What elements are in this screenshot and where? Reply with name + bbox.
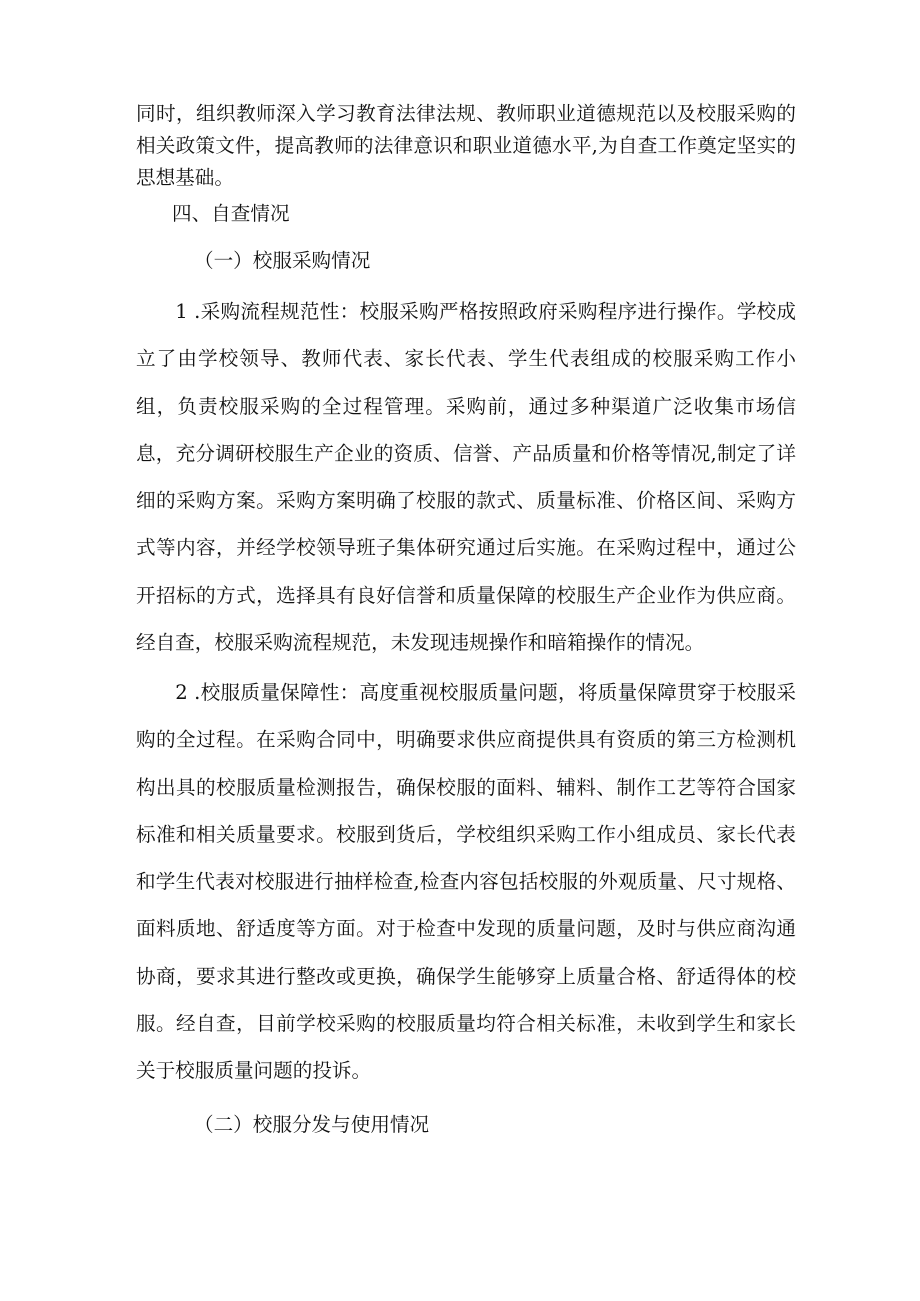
paragraph-quality-assurance: 2 .校服质量保障性：高度重视校服质量问题，将质量保障贯穿于校服采购的全过程。在采购合同中，明确要求供应商提供具有资质的第三方检测机构出具的校服质量检测报告，确保校服的面料、辅料、制作工艺等符合国家标准和相关质量要求。校服到货后，学校组织采购工作小组成员、家长代表和学生代表对校服进行抽样检查,检查内容包括校服的外观质量、尺寸规格、面料质地、舒适度等方面。对于检查中发现的质量问题，及时与供应商沟通协商，要求其进行整改或更换，确保学生能够穿上质量合格、舒适得体的校服。经自查，目前学校采购的校服质量均符合相关标准，未收到学生和家长关于校服质量问题的投诉。 [136, 681, 796, 1083]
subsection-2-heading: （二）校服分发与使用情况 [194, 1113, 430, 1136]
paragraph-procurement-process: 1 .采购流程规范性：校服采购严格按照政府采购程序进行操作。学校成立了由学校领导、教师代表、家长代表、学生代表组成的校服采购工作小组，负责校服采购的全过程管理。采购前，通过多种渠道广泛收集市场信息，充分调研校服生产企业的资质、信誉、产品质量和价格等情况,制定了详细的采购方案。采购方案明确了校服的款式、质量标准、价格区间、采购方式等内容，并经学校领导班子集体研究通过后实施。在采购过程中，通过公开招标的方式，选择具有良好信誉和质量保障的校服生产企业作为供应商。经自查，校服采购流程规范，未发现违规操作和暗箱操作的情况。 [136, 300, 796, 655]
subsection-1-heading: （一）校服采购情况 [194, 249, 371, 272]
intro-paragraph: 同时，组织教师深入学习教育法律法规、教师职业道德规范以及校服采购的相关政策文件，提高教师的法律意识和职业道德水平,为自查工作奠定坚实的思想基础。 [136, 102, 796, 189]
section-heading: 四、自查情况 [172, 202, 290, 225]
